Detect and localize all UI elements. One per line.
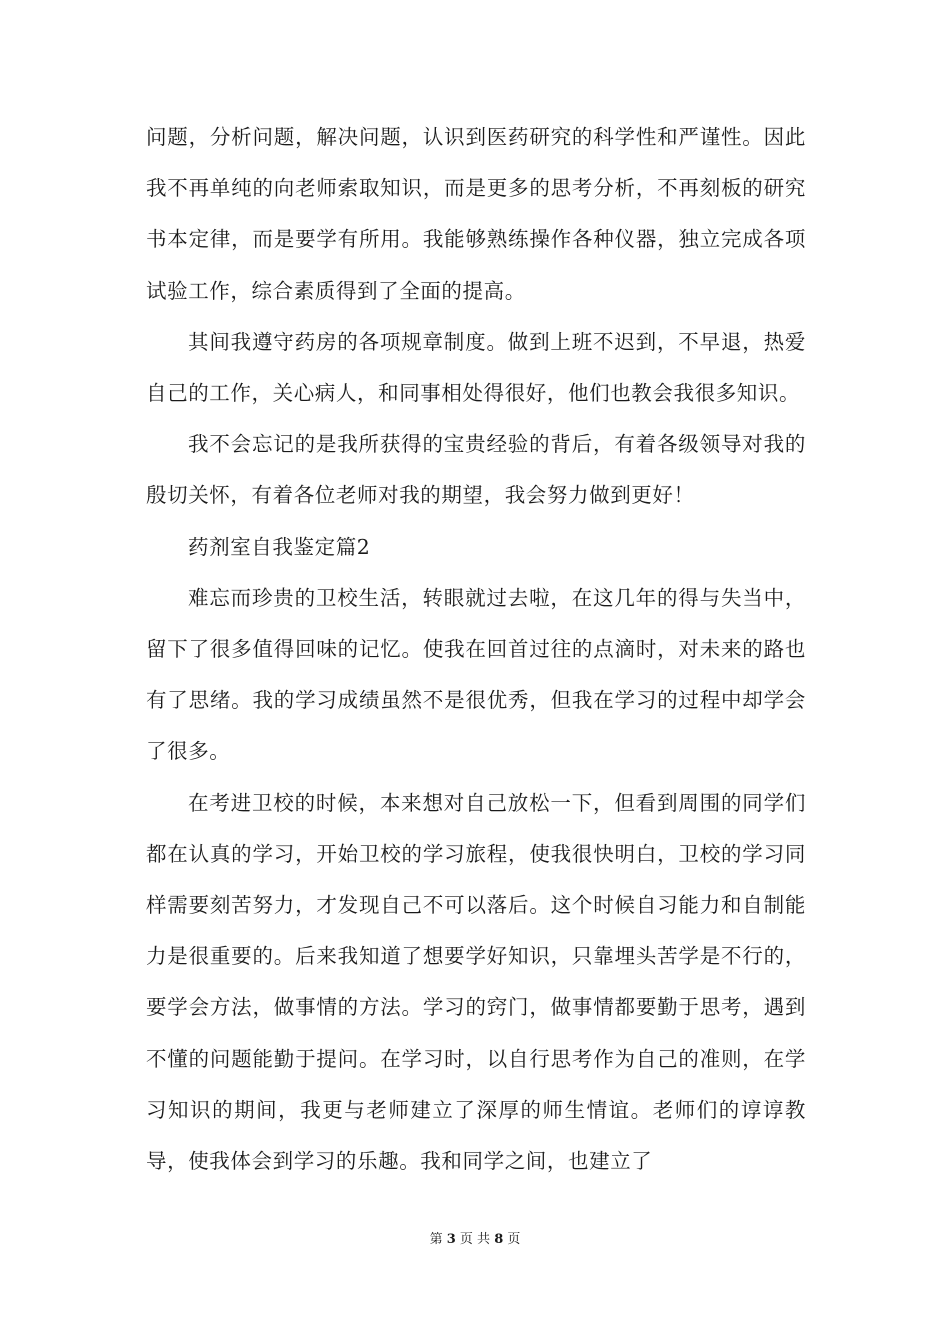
footer-middle: 页 共 (459, 1232, 491, 1247)
footer-current-page: 3 (446, 1232, 456, 1247)
paragraph-school-life: 难忘而珍贵的卫校生活，转眼就过去啦，在这几年的得与失当中，留下了很多值得回味的记忆。使我在回首过往的点滴时，对未来的路也有了思绪。我的学习成绩虽然不是很优秀，但我在学习的过程中却学会了很多。 (146, 585, 806, 764)
paragraph-gratitude: 我不会忘记的是我所获得的宝贵经验的背后，有着各级领导对我的殷切关怀，有着各位老师对我的期望，我会努力做到更好！ (146, 432, 806, 508)
paragraph-study-experience: 在考进卫校的时候，本来想对自己放松一下，但看到周围的同学们都在认真的学习，开始卫校的学习旅程，使我很快明白，卫校的学习同样需要刻苦努力，才发现自己不可以落后。这个时候自习能力和自制能力是很重要的。后来我知道了想要学好知识，只靠埋头苦学是不行的，要学会方法，做事情的方法。学习的窍门，做事情都要勤于思考，遇到不懂的问题能勤于提问。在学习时，以自行思考作为自己的准则，在学习知识的期间，我更与老师建立了深厚的师生情谊。老师们的谆谆教导，使我体会到学习的乐趣。我和同学之间，也建立了 (146, 790, 806, 1174)
footer-suffix: 页 (507, 1232, 521, 1247)
document-body (146, 112, 806, 1187)
footer-prefix: 第 (429, 1232, 443, 1247)
page-footer (0, 1230, 950, 1250)
paragraph-continued: 问题，分析问题，解决问题，认识到医药研究的科学性和严谨性。因此我不再单纯的向老师索取知识，而是更多的思考分析，不再刻板的研究书本定律，而是要学有所用。我能够熟练操作各种仪器，独立完成各项试验工作，综合素质得到了全面的提高。 (146, 125, 806, 303)
section-heading: 药剂室自我鉴定篇2 (188, 534, 371, 559)
paragraph-pharmacy-rules: 其间我遵守药房的各项规章制度。做到上班不迟到，不早退，热爱自己的工作，关心病人，和同事相处得很好，他们也教会我很多知识。 (146, 329, 806, 406)
footer-total-pages: 8 (494, 1232, 504, 1247)
